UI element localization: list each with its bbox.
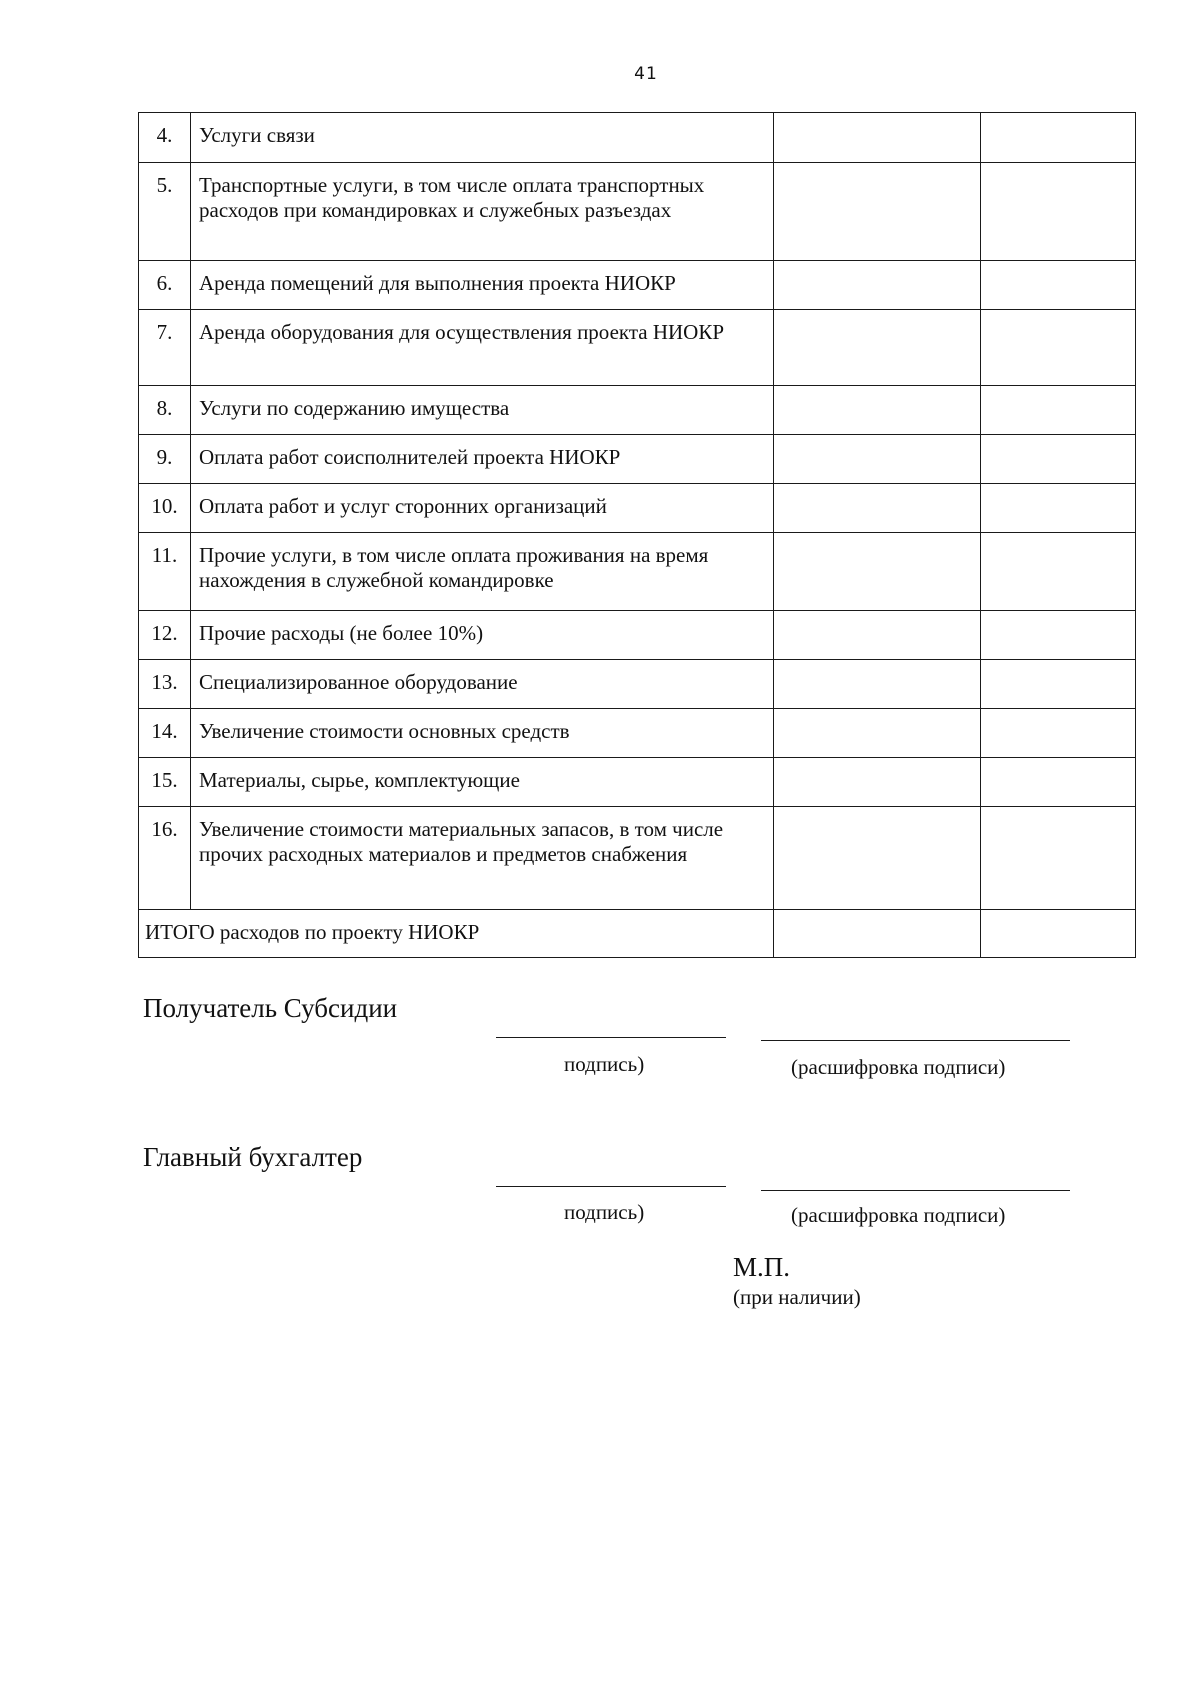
recipient-title: Получатель Субсидии [143,993,398,1023]
amount-cell [774,386,981,435]
amount-cell [774,611,981,660]
amount-cell [981,709,1136,758]
amount-cell [774,758,981,807]
page-number: 41 [634,64,658,84]
amount-cell [774,709,981,758]
expense-item-label: Оплата работ соисполнителей проекта НИОКР [191,435,774,484]
row-number: 6. [139,261,191,310]
table-row [139,163,1136,261]
amount-cell [981,386,1136,435]
recipient-decode-caption: (расшифровка подписи) [791,1055,1006,1079]
row-number: 5. [139,163,191,261]
row-number: 4. [139,113,191,163]
amount-cell [981,611,1136,660]
amount-cell [774,660,981,709]
amount-cell [981,163,1136,261]
amount-cell [981,261,1136,310]
expense-item-label: Услуги связи [191,113,774,163]
row-number: 13. [139,660,191,709]
table-row [139,758,1136,807]
expense-item-label: Транспортные услуги, в том числе оплата транспортных расходов при командировках и служебных разъездах [191,163,774,261]
table-row [139,660,1136,709]
amount-cell [981,533,1136,611]
expense-item-label: Увеличение стоимости основных средств [191,709,774,758]
total-amount-cell [774,910,981,958]
table-row [139,484,1136,533]
accountant-signature-line [496,1186,726,1187]
accountant-signature-caption: подпись) [564,1200,645,1224]
amount-cell [981,484,1136,533]
row-number: 15. [139,758,191,807]
expense-item-label: Прочие услуги, в том числе оплата проживания на время нахождения в служебной командировке [191,533,774,611]
recipient-decode-line [761,1040,1070,1041]
expense-item-label: Услуги по содержанию имущества [191,386,774,435]
expense-item-label: Аренда помещений для выполнения проекта НИОКР [191,261,774,310]
amount-cell [981,113,1136,163]
expense-item-label: Прочие расходы (не более 10%) [191,611,774,660]
table-row [139,709,1136,758]
row-number: 11. [139,533,191,611]
table-row [139,435,1136,484]
amount-cell [774,261,981,310]
amount-cell [774,484,981,533]
amount-cell [981,758,1136,807]
row-number: 10. [139,484,191,533]
total-row [139,910,1136,958]
row-number: 9. [139,435,191,484]
row-number: 14. [139,709,191,758]
row-number: 16. [139,807,191,910]
expense-item-label: Аренда оборудования для осуществления проекта НИОКР [191,310,774,386]
table-row [139,261,1136,310]
total-label: ИТОГО расходов по проекту НИОКР [139,910,774,958]
stamp-note: (при наличии) [733,1285,861,1309]
expense-item-label: Увеличение стоимости материальных запасов, в том числе прочих расходных материалов и предметов снабжения [191,807,774,910]
amount-cell [981,435,1136,484]
amount-cell [774,310,981,386]
amount-cell [981,660,1136,709]
amount-cell [774,533,981,611]
expense-item-label: Материалы, сырье, комплектующие [191,758,774,807]
expense-item-label: Специализированное оборудование [191,660,774,709]
amount-cell [774,435,981,484]
total-amount-cell [981,910,1136,958]
row-number: 8. [139,386,191,435]
recipient-signature-caption: подпись) [564,1052,645,1076]
accountant-decode-caption: (расшифровка подписи) [791,1203,1006,1227]
recipient-signature-line [496,1037,726,1038]
amount-cell [774,113,981,163]
row-number: 12. [139,611,191,660]
accountant-title: Главный бухгалтер [143,1142,363,1172]
table-row [139,386,1136,435]
accountant-decode-line [761,1190,1070,1191]
expense-item-label: Оплата работ и услуг сторонних организаций [191,484,774,533]
table-row [139,611,1136,660]
row-number: 7. [139,310,191,386]
amount-cell [981,807,1136,910]
expense-table [138,112,1136,958]
amount-cell [774,807,981,910]
table-row [139,113,1136,163]
stamp-label: М.П. [733,1252,791,1282]
table-row [139,310,1136,386]
table-row [139,807,1136,910]
table-row [139,533,1136,611]
amount-cell [981,310,1136,386]
amount-cell [774,163,981,261]
